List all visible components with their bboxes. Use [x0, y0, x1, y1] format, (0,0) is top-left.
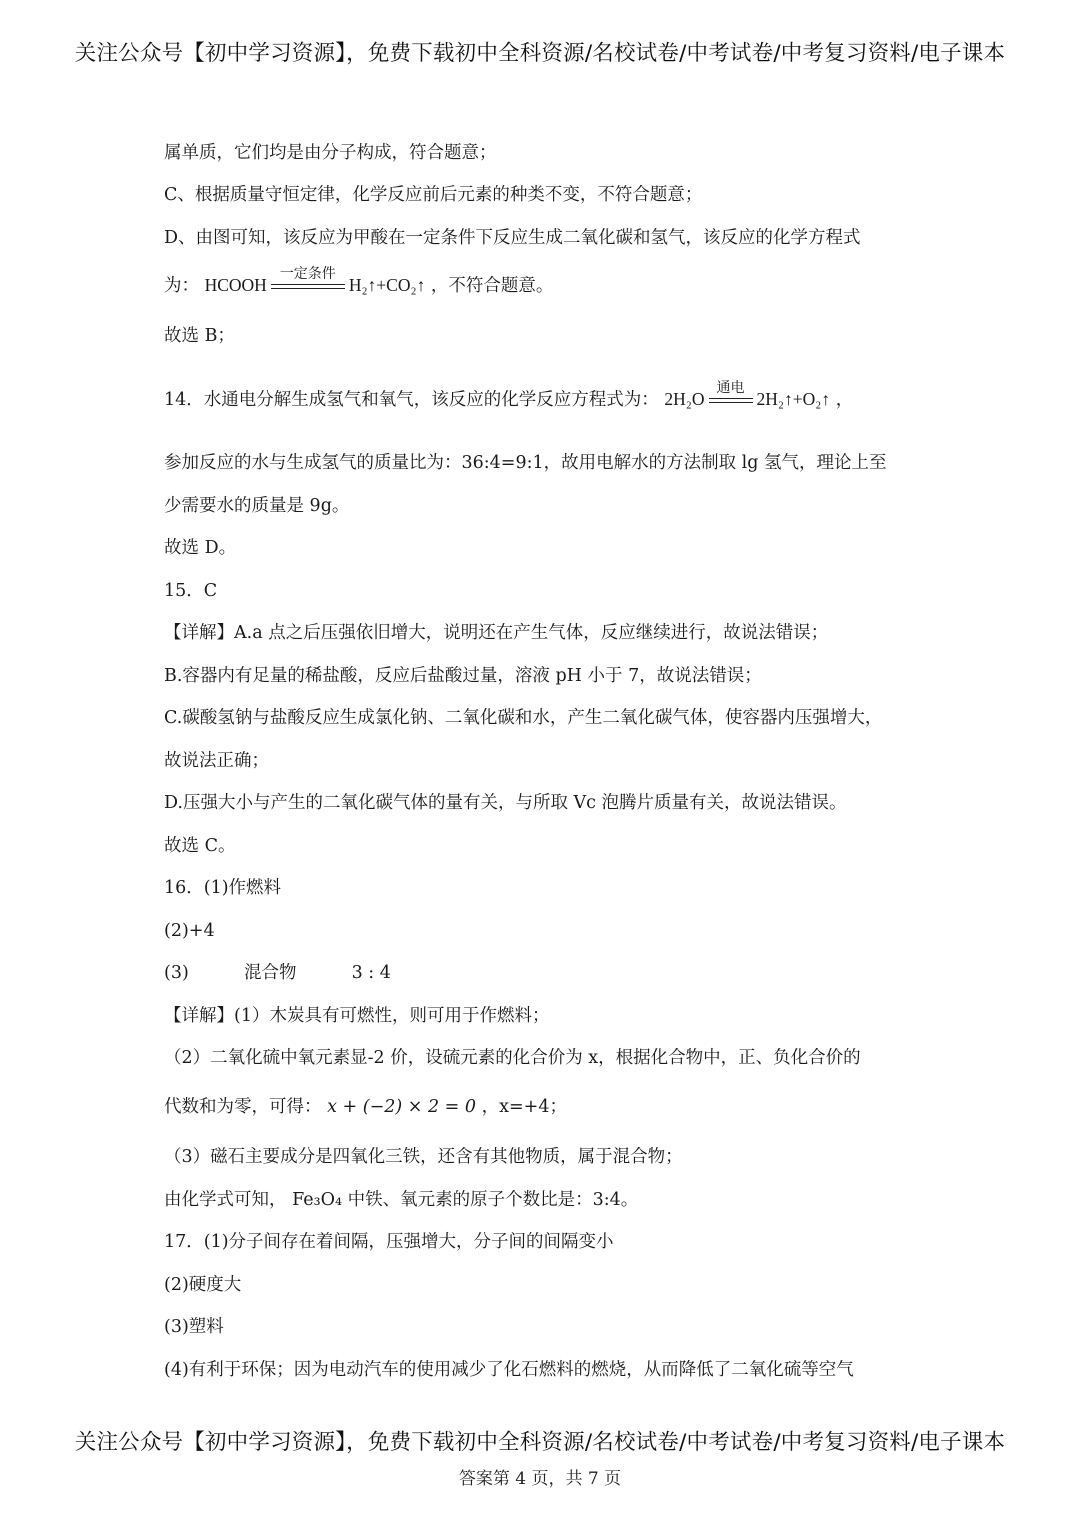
chemical-equation-water [664, 381, 830, 411]
formula-line [164, 1188, 638, 1212]
equation-suffix: ， [835, 390, 854, 410]
text-line: (4)有利于环保；因为电动汽车的使用减少了化石燃料的燃烧，从而降低了二氧化硫等空气 [164, 1360, 854, 1380]
reactant: HCOOH [204, 275, 267, 295]
text-line: 故选 C。 [164, 836, 236, 856]
line-suffix: 中铁、氧元素的原子个数比是：3:4。 [347, 1190, 639, 1210]
top-banner: 关注公众号【初中学习资源】，免费下载初中全科资源/名校试卷/中考试卷/中考复习资料/电子课本 [74, 41, 1006, 66]
text-line: 16．(1)作燃料 [164, 878, 282, 898]
text-line: 少需要水的质量是 9g。 [164, 496, 350, 516]
reaction-condition: 一定条件 [279, 267, 336, 282]
products: 2H₂↑+O₂↑ [756, 389, 831, 409]
equation-suffix: ，x=+4； [481, 1097, 567, 1117]
text-line: 【详解】A.a 点之后压强依旧增大，说明还在产生气体，反应继续进行，故说法错误； [164, 623, 829, 643]
text-line: 故选 D。 [164, 538, 237, 558]
chemical-equation-hcooh [205, 267, 426, 297]
reaction-condition-arrow [269, 267, 347, 297]
fe3o4-formula: Fe₃O₄ [292, 1190, 342, 1210]
text-line: D.压强大小与产生的二氧化碳气体的量有关，与所取 Vc 泡腾片质量有关，故说法错误。 [164, 793, 847, 813]
equation-line-3 [164, 1095, 567, 1119]
text-line: 15．C [164, 581, 218, 601]
answer-ratio: 3 : 4 [351, 963, 391, 983]
reaction-condition: 通电 [716, 381, 745, 396]
text-line: 17．(1)分子间存在着间隔，压强增大，分子间的间隔变小 [164, 1232, 614, 1252]
text-line: 故说法正确； [164, 751, 269, 771]
text-line: B.容器内有足量的稀盐酸，反应后盐酸过量，溶液 pH 小于 7，故说法错误； [164, 666, 762, 686]
page-footer: 答案第 4 页，共 7 页 [458, 1469, 622, 1489]
products: H₂↑+CO₂↑ [348, 275, 426, 295]
text-line: （3）磁石主要成分是四氧化三铁，还含有其他物质，属于混合物； [164, 1147, 683, 1167]
equation-line-2 [164, 381, 853, 412]
double-bar-icon [271, 284, 345, 289]
text-line: (2)+4 [164, 921, 215, 941]
text-line: 【详解】(1）木炭具有可燃性，则可用于作燃料； [164, 1006, 550, 1026]
text-line: C.碳酸氢钠与盐酸反应生成氯化钠、二氧化碳和水，产生二氧化碳气体，使容器内压强增大， [164, 708, 883, 728]
text-line: 属单质，它们均是由分子构成，符合题意； [164, 143, 497, 163]
reactant: 2H₂O [664, 389, 705, 409]
text-line: （2）二氧化硫中氧元素显-2 价，设硫元素的化合价为 x，根据化合物中，正、负化合价的 [164, 1048, 861, 1068]
equation-prefix: 代数和为零，可得： [164, 1097, 322, 1117]
text-line: (2)硬度大 [164, 1275, 242, 1295]
text-line: C、根据质量守恒定律，化学反应前后元素的种类不变，不符合题意； [164, 185, 703, 205]
reaction-condition-arrow [707, 381, 755, 411]
equation-prefix: 为： [164, 276, 199, 296]
answer-mixture: 混合物 [243, 963, 297, 983]
text-line: 故选 B； [164, 326, 235, 346]
question-14-prefix: 14．水通电分解生成氢气和氧气，该反应的化学反应方程式为： [164, 390, 659, 410]
valence-formula: x + (−2) × 2 = 0 [327, 1097, 477, 1117]
text-line: 参加反应的水与生成氢气的质量比为：36:4=9:1，故用电解水的方法制取 lg 氢气，理论上至 [164, 453, 887, 473]
equation-line-1 [164, 267, 553, 298]
text-line: D、由图可知，该反应为甲酸在一定条件下反应生成二氧化碳和氢气，该反应的化学方程式 [164, 228, 861, 248]
answer-label: (3) [164, 963, 189, 983]
answer-16-3 [164, 961, 391, 985]
text-line: (3)塑料 [164, 1317, 224, 1337]
double-bar-icon [709, 398, 753, 403]
line-prefix: 由化学式可知， [164, 1190, 287, 1210]
equation-suffix: ，不符合题意。 [430, 276, 554, 296]
bottom-banner: 关注公众号【初中学习资源】，免费下载初中全科资源/名校试卷/中考试卷/中考复习资料/电子课本 [74, 1430, 1006, 1455]
